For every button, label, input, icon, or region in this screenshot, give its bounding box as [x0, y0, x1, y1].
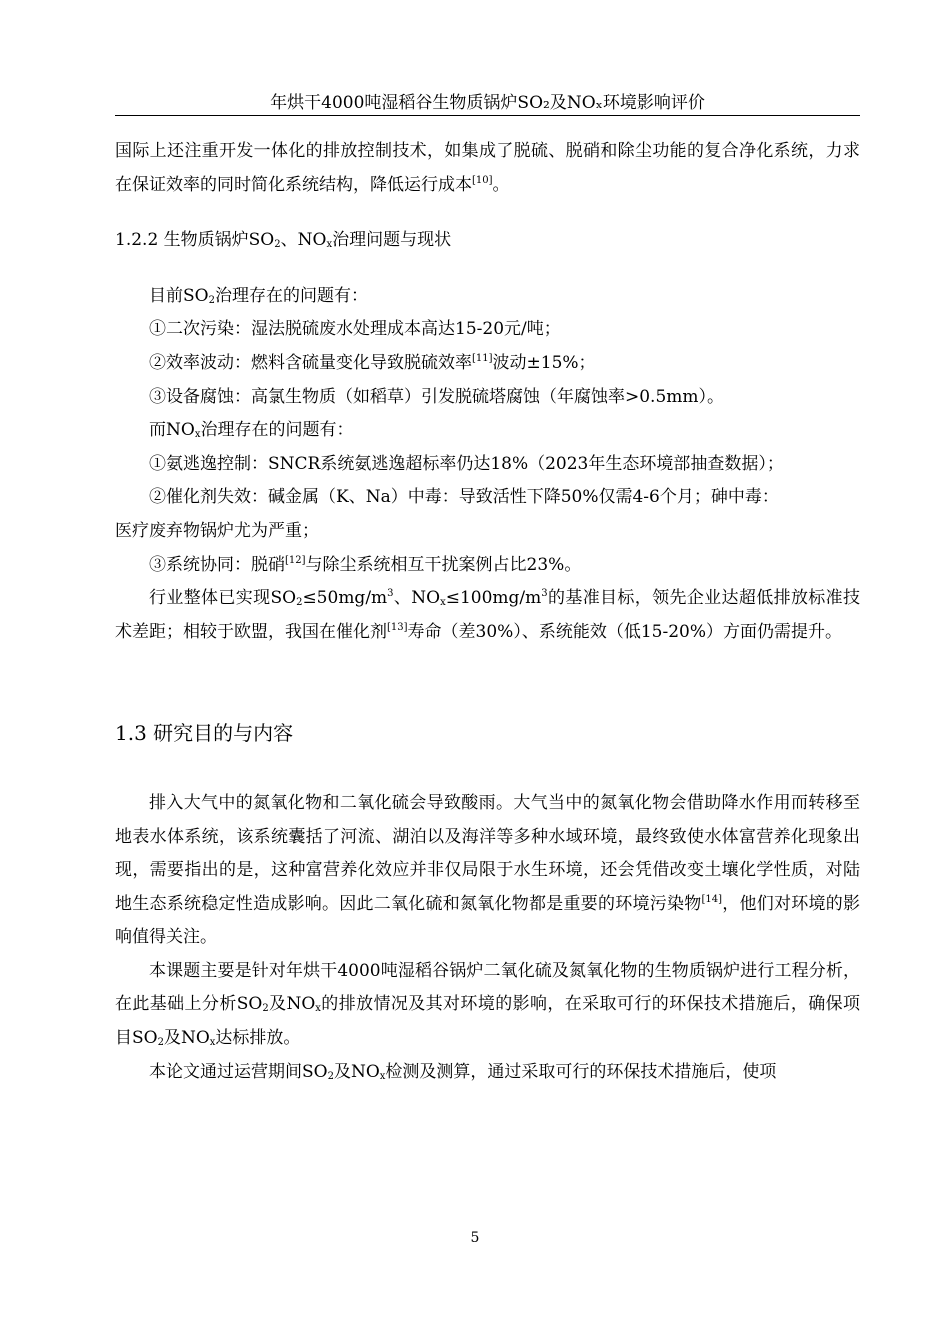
so2-problem-item: ①二次污染：湿法脱硫废水处理成本高达15-20元/吨； — [149, 319, 561, 340]
spacer — [115, 258, 860, 280]
section-heading-1-3: 1.3 研究目的与内容 — [115, 721, 294, 746]
so2-problems-intro: 目前$SO_2$治理存在的问题有： — [149, 285, 368, 306]
body-paragraph: 排入大气中的氮氧化物和二氧化硫会导致酸雨。大气当中的氮氧化物会借助降水作用而转移至地表水体系统，该系统囊括了河流、湖泊以及海洋等多种水域环境，最终致使水体富营养化现象出现，需要指出的是，这种富营养化效应并非仅局限于水生环境，还会凭借改变土壤化学性质，对陆地生态系统稳定性造成影响。因此二氧化硫和氮氧化物都是重要的环境污染物[14]，他们对环境的影响值得关注。 — [115, 792, 861, 948]
spacer — [115, 751, 860, 787]
spacer — [115, 649, 860, 717]
nox-problem-item: ②催化剂失效：碱金属（K、Na）中毒：导致活性下降50%仅需4-6个月；砷中毒： — [149, 487, 779, 508]
nox-problem-item: ①氨逃逸控制：SNCR系统氨逃逸超标率仍达18%（2023年生态环境部抽查数据）； — [149, 453, 784, 474]
spacer — [115, 202, 860, 224]
so2-problem-item: ②效率波动：燃料含硫量变化导致脱硫效率[11]波动±15%； — [149, 352, 596, 373]
industry-status-paragraph: 行业整体已实现$SO_2\le 50mg/m^3$、$NO_x\le 100mg/m^3$的基准目标，领先企业达超低排放标准技术差距；相较于欧盟，我国在催化剂[13]寿命（差30%）、系统能效（低15-20%）方面仍需提升。 — [115, 588, 861, 642]
body-paragraph: 本课题主要是针对年烘干4000吨湿稻谷锅炉二氧化硫及氮氧化物的生物质锅炉进行工程分析，在此基础上分析$SO_2$及$NO_x$的排放情况及其对环境的影响，在采取可行的环保技术措施后，确保项目$SO_2$及$NO_x$达标排放。 — [115, 960, 860, 1049]
nox-problem-item-continued: 医疗废弃物锅炉尤为严重； — [115, 520, 319, 541]
nox-problem-item: ③系统协同：脱硝[12]与除尘系统相互干扰案例占比23%。 — [149, 554, 582, 575]
nox-problems-intro: 而$NO_x$治理存在的问题有： — [149, 420, 354, 441]
intro-paragraph: 国际上还注重开发一体化的排放控制技术，如集成了脱硫、脱硝和除尘功能的复合净化系统，力求在保证效率的同时简化系统结构，降低运行成本[10]。 — [115, 141, 860, 195]
so2-problem-item: ③设备腐蚀：高氯生物质（如稻草）引发脱硫塔腐蚀（年腐蚀率>0.5mm）。 — [149, 386, 725, 407]
page-number: 5 — [470, 1230, 480, 1246]
body-paragraph: 本论文通过运营期间$SO_2$及$NO_x$检测及测算，通过采取可行的环保技术措施后，使项 — [149, 1061, 777, 1082]
header-rule — [115, 115, 860, 116]
page-body — [115, 135, 860, 1089]
running-header: 年烘干4000吨湿稻谷生物质锅炉SO₂及NOₓ环境影响评价 — [270, 93, 705, 113]
section-heading-1-2-2: 1.2.2 生物质锅炉$SO_2$、$NO_x$治理问题与现状 — [115, 230, 452, 251]
